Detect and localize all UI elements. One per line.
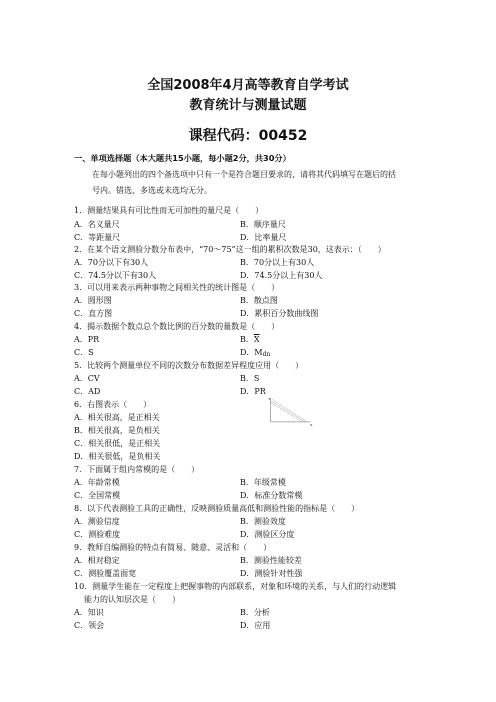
q4-option-c: C．S bbox=[74, 348, 94, 357]
q8-option-c: C．测验难度 bbox=[74, 530, 121, 539]
q8-option-d: D．测验区分度 bbox=[240, 530, 295, 539]
q4-option-d: D．Mdn bbox=[240, 348, 271, 358]
q9-option-d: D．测验针对性强 bbox=[240, 569, 303, 578]
q7-option-a: A．年龄常模 bbox=[74, 478, 120, 487]
exam-title: 全国2008年4月高等教育自学考试 bbox=[147, 78, 349, 93]
axis-label-x: X bbox=[310, 422, 313, 427]
q5-option-c: C．AD bbox=[74, 387, 101, 396]
q2-option-b: B．70分以上有30人 bbox=[240, 258, 315, 267]
section-heading: 一、单项选择题（本大题共15小题，每小题2分，共30分） bbox=[74, 153, 291, 163]
question-7-stem: 7．下面属于组内常模的是（ ） bbox=[74, 465, 200, 474]
q1-option-a: A．名义量尺 bbox=[74, 220, 120, 229]
q6-option-a: A．相关很高，是正相关 bbox=[74, 413, 160, 422]
question-1-stem: 1．测量结果具有可比性而无可加性的量尺是（ ） bbox=[74, 206, 264, 215]
q6-option-b: B．相关很高，是负相关 bbox=[74, 426, 160, 435]
question-2-stem: 2．在某个语文测验分数分布表中，“70～75”这一组的累积次数是30，这表示：（ ） bbox=[74, 245, 386, 254]
q1-option-d: D．比率量尺 bbox=[240, 233, 287, 242]
q10-option-b: B．分析 bbox=[240, 608, 270, 617]
q5-option-d: D．PR bbox=[240, 387, 266, 396]
q7-option-c: C．全国常模 bbox=[74, 491, 121, 500]
q3-option-c: C．直方图 bbox=[74, 309, 113, 318]
q9-option-b: B．测验性能较差 bbox=[240, 556, 302, 565]
q10-option-c: C．领会 bbox=[74, 621, 105, 630]
q8-option-b: B．测验效度 bbox=[240, 517, 286, 526]
question-9-stem: 9．教师自编测验的特点有简易、随意、灵活和（ ） bbox=[74, 543, 272, 552]
q4-option-b: B．$\overline{X}$ bbox=[240, 335, 260, 344]
q9-option-c: C．测验覆盖面宽 bbox=[74, 569, 137, 578]
question-10-stem: 10．测量学生能在一定程度上把握事物的内部联系，对象和环境的关系，与人们的行动逻辑 bbox=[74, 582, 397, 591]
course-code: 课程代码：00452 bbox=[188, 128, 308, 144]
q3-option-a: A．圆形图 bbox=[74, 296, 112, 305]
q2-option-c: C．74.5分以下有30人 bbox=[74, 271, 157, 280]
q7-option-d: D．标准分数常模 bbox=[240, 491, 303, 500]
scatter-band-upper bbox=[272, 399, 306, 421]
q3-option-b: B．散点图 bbox=[240, 296, 278, 305]
q2-option-a: A．70分以下有30人 bbox=[74, 258, 149, 267]
q9-option-a: A．相对稳定 bbox=[74, 556, 120, 565]
q8-option-a: A．测验信度 bbox=[74, 517, 120, 526]
question-10-stem-cont: 能力的认知层次是（ ） bbox=[84, 595, 180, 604]
q4-option-a: A．PR bbox=[74, 335, 100, 344]
q5-option-b: B．S bbox=[240, 374, 260, 383]
q7-option-b: B．年级常模 bbox=[240, 478, 286, 487]
q2-option-d: D．74.5分以上有30人 bbox=[240, 271, 323, 280]
question-3-stem: 3．可以用来表示两种事物之间相关性的统计图是（ ） bbox=[74, 283, 280, 292]
question-8-stem: 8．以下代表测验工具的正确性，反映测验质量高低和测验性能的指标是（ ） bbox=[74, 504, 360, 513]
scatter-band-middle bbox=[272, 401, 305, 421]
axis-label-y: Y bbox=[268, 396, 271, 401]
q1-option-b: B．顺序量尺 bbox=[240, 220, 286, 229]
q10-option-d: D．应用 bbox=[240, 621, 271, 630]
q1-option-c: C．等距量尺 bbox=[74, 233, 121, 242]
instruction-line-2: 号内。错选、多选或未选均无分。 bbox=[92, 186, 212, 195]
q5-option-a: A．CV bbox=[74, 374, 100, 383]
q10-option-a: A．知识 bbox=[74, 608, 104, 617]
exam-subject: 教育统计与测量试题 bbox=[189, 98, 307, 113]
question-6-stem: 6．右图表示（ ） bbox=[74, 400, 152, 409]
question-5-stem: 5．比较两个测量单位不同的次数分布数据差异程度应用（ ） bbox=[74, 361, 304, 370]
q6-option-d: D．相关很低，是负相关 bbox=[74, 452, 161, 461]
q3-option-d: D．累积百分数曲线图 bbox=[240, 309, 319, 318]
scatter-band-lower bbox=[271, 403, 302, 422]
instruction-line-1: 在每小题列出的四个备选项中只有一个是符合题目要求的，请将其代码填写在题后的括 bbox=[92, 170, 396, 179]
scatter-diagram bbox=[238, 396, 344, 466]
question-4-stem: 4．揭示数据个数点总个数比例的百分数的量数是（ ） bbox=[74, 322, 280, 331]
q6-option-c: C．相关很低，是正相关 bbox=[74, 439, 161, 448]
